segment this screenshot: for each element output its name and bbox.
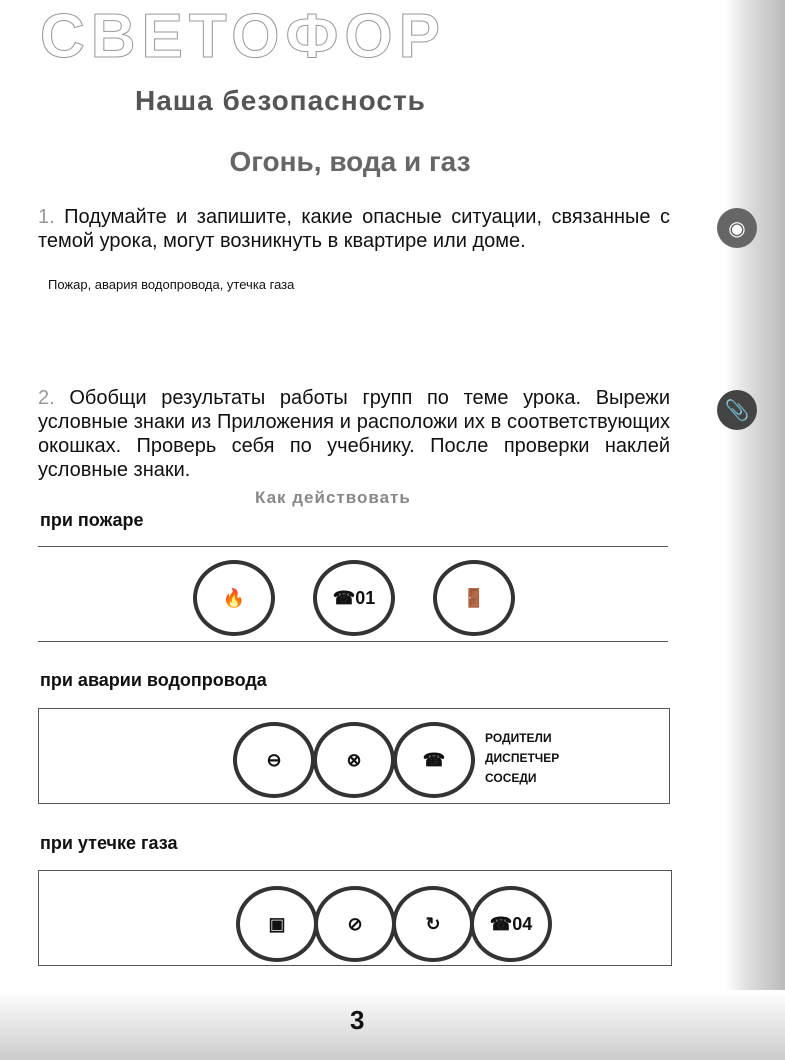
bottom-decoration — [0, 990, 785, 1060]
task-number: 2. — [38, 387, 55, 409]
section-header: Наша безопасность — [135, 85, 426, 116]
fire-smother-sign-icon: 🔥 — [193, 560, 275, 636]
task-number: 1. — [38, 206, 55, 228]
water-valve-sign-icon: ⊖ — [233, 722, 315, 798]
paperclip-icon: 📎 — [717, 390, 757, 430]
subtitle: Как действовать — [255, 488, 411, 507]
label-parents: РОДИТЕЛИ — [485, 731, 552, 745]
task-1 — [38, 205, 670, 253]
phone-sign-icon: ☎ — [393, 722, 475, 798]
pipes-sign-icon: ⊗ — [313, 722, 395, 798]
section-water-label: при аварии водопровода — [40, 670, 267, 690]
phone-01-sign-icon: ☎ 01 — [313, 560, 395, 636]
evacuate-sign-icon: 🚪 — [433, 560, 515, 636]
section-fire-label: при пожаре — [40, 510, 144, 530]
task-1-answer: Пожар, авария водопровода, утечка газа — [48, 277, 295, 292]
page-edge-decoration — [725, 0, 785, 1060]
globe-icon: ◉ — [717, 208, 757, 248]
sign-number: 01 — [355, 587, 376, 608]
gas-valve-sign-icon: ↻ — [392, 886, 474, 962]
sign-number: 04 — [512, 913, 533, 934]
page-number: 3 — [350, 1005, 365, 1035]
label-dispatcher: ДИСПЕТЧЕР — [485, 751, 560, 765]
lesson-title: Огонь, вода и газ — [229, 146, 471, 177]
task-text: Подумайте и запишите, какие опасные ситуации, связанные с темой урока, могут возникнуть в квартире или доме. — [38, 206, 670, 252]
task-text: Обобщи результаты работы групп по теме урока. Вырежи условные знаки из Приложения и расположи их в соответствующих окошках. Проверь себя по учебнику. После проверки наклей условные знаки. — [38, 387, 670, 481]
contact-labels — [485, 728, 559, 788]
label-neighbors: СОСЕДИ — [485, 771, 537, 785]
gas-stove-sign-icon: ⊘ — [314, 886, 396, 962]
open-window-sign-icon: ▣ — [236, 886, 318, 962]
phone-04-sign-icon: ☎ 04 — [470, 886, 552, 962]
task-2 — [38, 386, 670, 482]
section-gas-label: при утечке газа — [40, 833, 178, 853]
header-background-text: СВЕТОФОР — [40, 2, 446, 71]
